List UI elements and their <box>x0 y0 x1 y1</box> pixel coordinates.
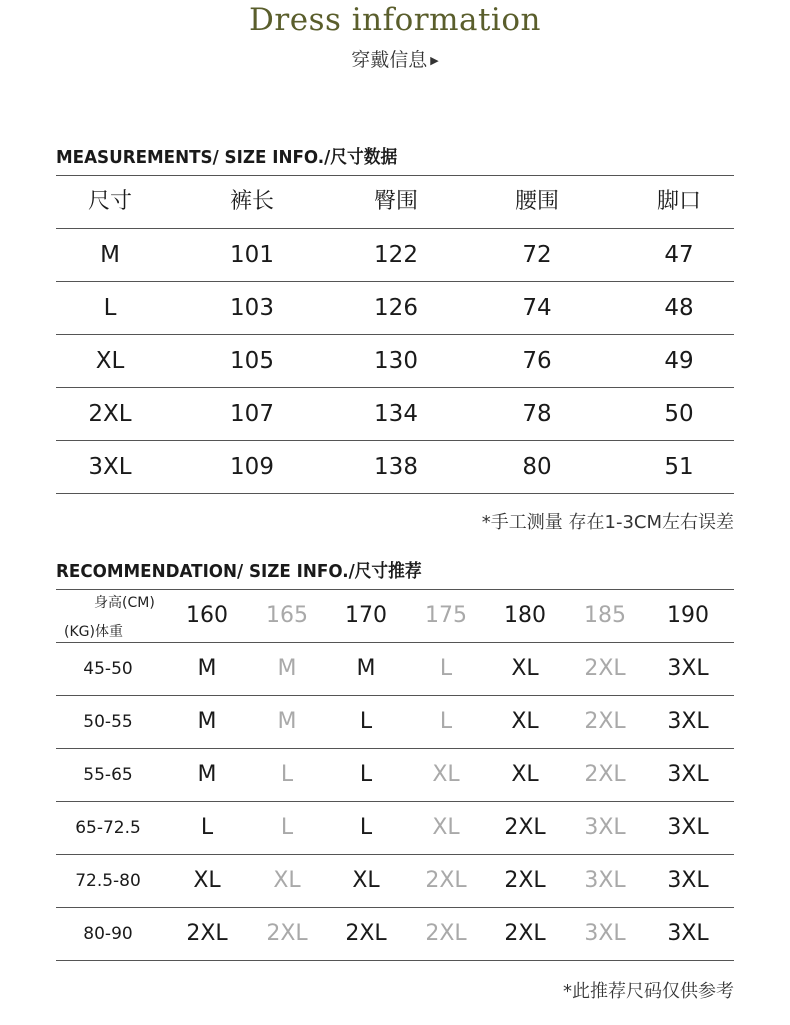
recommended-size: 2XL <box>504 815 546 840</box>
size-label: XL <box>95 348 125 374</box>
size-label: L <box>103 295 117 321</box>
recommended-size: 3XL <box>667 921 709 946</box>
recommended-size: XL <box>511 762 539 787</box>
recommended-size: 2XL <box>504 868 546 893</box>
size-label: 3XL <box>88 454 132 480</box>
recommended-size: L <box>200 815 214 840</box>
recommended-size: L <box>439 656 453 681</box>
recommended-size: XL <box>193 868 221 893</box>
recommended-size: 2XL <box>186 921 228 946</box>
measurements-column-header: 腰围 <box>514 189 559 214</box>
measurement-value: 130 <box>374 348 418 374</box>
height-column-header: 185 <box>584 603 626 628</box>
recommended-size: L <box>280 815 294 840</box>
measurements-row <box>56 441 734 494</box>
measurements-column-header: 脚口 <box>656 189 701 214</box>
recommended-size: 2XL <box>584 762 626 787</box>
recommended-size: L <box>359 762 373 787</box>
height-column-header: 180 <box>504 603 546 628</box>
recommendation-row <box>56 696 734 749</box>
page-subtitle <box>0 45 790 72</box>
recommended-size: 2XL <box>425 921 467 946</box>
recommended-size: M <box>197 762 217 787</box>
size-label: 2XL <box>88 401 132 427</box>
measurements-row <box>56 229 734 282</box>
measurement-value: 101 <box>230 242 274 268</box>
weight-range-label: 65-72.5 <box>75 818 141 838</box>
measurement-value: 134 <box>374 401 418 427</box>
measurement-value: 47 <box>664 242 694 268</box>
recommendation-note: *此推荐尺码仅供参考 <box>563 981 734 1002</box>
recommended-size: 3XL <box>667 868 709 893</box>
measurement-value: 48 <box>664 295 694 321</box>
play-arrow-icon: ▶ <box>430 54 439 67</box>
height-column-header: 165 <box>266 603 308 628</box>
recommended-size: 3XL <box>667 656 709 681</box>
recommendation-header-row <box>56 590 734 643</box>
measurements-header-row <box>56 176 734 229</box>
recommended-size: 3XL <box>584 815 626 840</box>
recommended-size: M <box>356 656 376 681</box>
recommendation-row <box>56 908 734 961</box>
recommended-size: XL <box>511 656 539 681</box>
measurement-value: 105 <box>230 348 274 374</box>
measurements-heading: MEASUREMENTS/ SIZE INFO./尺寸数据 <box>56 147 398 168</box>
measurement-value: 122 <box>374 242 418 268</box>
recommended-size: 3XL <box>667 762 709 787</box>
recommended-size: 3XL <box>667 815 709 840</box>
height-column-header: 160 <box>186 603 228 628</box>
recommendation-row <box>56 855 734 908</box>
measurement-value: 103 <box>230 295 274 321</box>
measurement-value: 107 <box>230 401 274 427</box>
weight-range-label: 80-90 <box>83 924 133 944</box>
recommended-size: XL <box>273 868 301 893</box>
measurement-value: 80 <box>522 454 552 480</box>
measurement-value: 50 <box>664 401 694 427</box>
weight-axis-label: (KG)体重 <box>64 624 123 640</box>
size-label: M <box>100 242 120 268</box>
measurement-value: 51 <box>664 454 694 480</box>
recommended-size: L <box>359 709 373 734</box>
height-column-header: 170 <box>345 603 387 628</box>
recommended-size: 3XL <box>667 709 709 734</box>
recommended-size: 2XL <box>584 656 626 681</box>
recommended-size: L <box>439 709 453 734</box>
measurements-row <box>56 282 734 335</box>
measurement-value: 138 <box>374 454 418 480</box>
recommendation-row <box>56 643 734 696</box>
recommended-size: 2XL <box>584 709 626 734</box>
recommendation-row <box>56 749 734 802</box>
recommended-size: XL <box>432 762 460 787</box>
recommended-size: L <box>359 815 373 840</box>
height-column-header: 190 <box>667 603 709 628</box>
measurement-value: 49 <box>664 348 694 374</box>
measurements-row <box>56 335 734 388</box>
height-column-header: 175 <box>425 603 467 628</box>
measurement-value: 109 <box>230 454 274 480</box>
weight-range-label: 50-55 <box>83 712 133 732</box>
measurement-value: 78 <box>522 401 552 427</box>
measurements-column-header: 尺寸 <box>87 189 132 214</box>
recommended-size: M <box>277 656 297 681</box>
recommended-size: M <box>197 656 217 681</box>
recommended-size: L <box>280 762 294 787</box>
measurement-value: 76 <box>522 348 552 374</box>
recommended-size: 2XL <box>504 921 546 946</box>
height-axis-label: 身高(CM) <box>94 595 155 611</box>
recommended-size: 2XL <box>425 868 467 893</box>
weight-range-label: 45-50 <box>83 659 133 679</box>
recommendation-row <box>56 802 734 855</box>
corner-header-cell <box>56 590 160 642</box>
page-title: Dress information <box>249 2 541 38</box>
recommended-size: M <box>277 709 297 734</box>
recommended-size: M <box>197 709 217 734</box>
recommended-size: 3XL <box>584 868 626 893</box>
recommended-size: 3XL <box>584 921 626 946</box>
measurement-value: 126 <box>374 295 418 321</box>
recommended-size: 2XL <box>266 921 308 946</box>
recommended-size: XL <box>352 868 380 893</box>
subtitle-text: 穿戴信息 <box>351 49 428 71</box>
recommendation-heading: RECOMMENDATION/ SIZE INFO./尺寸推荐 <box>56 561 422 582</box>
recommended-size: 2XL <box>345 921 387 946</box>
measurements-column-header: 臀围 <box>373 189 418 214</box>
measurement-value: 72 <box>522 242 552 268</box>
weight-range-label: 55-65 <box>83 765 133 785</box>
recommended-size: XL <box>511 709 539 734</box>
measurement-value: 74 <box>522 295 552 321</box>
measurements-column-header: 裤长 <box>229 189 274 214</box>
weight-range-label: 72.5-80 <box>75 871 141 891</box>
recommended-size: XL <box>432 815 460 840</box>
measurements-row <box>56 388 734 441</box>
measurements-note: *手工测量 存在1-3CM左右误差 <box>481 512 734 533</box>
